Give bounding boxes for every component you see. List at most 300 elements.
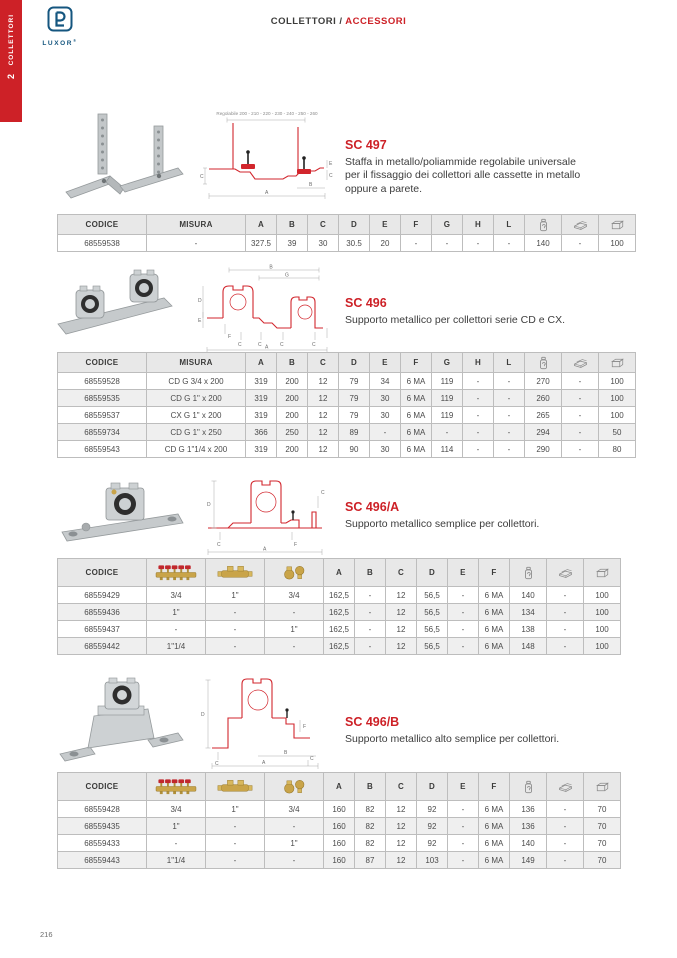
- page-header: [0, 16, 677, 27]
- value-cell: -: [206, 852, 265, 869]
- dim-label: D: [207, 502, 211, 508]
- dim-label: A: [265, 344, 269, 351]
- column-header-d: D: [339, 353, 370, 373]
- value-cell: 34: [370, 373, 401, 390]
- technical-drawing-sc496b: [200, 670, 330, 772]
- value-cell: 12: [308, 424, 339, 441]
- value-cell: 119: [432, 407, 463, 424]
- dim-label: C: [329, 173, 333, 179]
- column-header-f: F: [479, 773, 510, 801]
- value-cell: 162,5: [324, 587, 355, 604]
- brass-fitting-icon: [206, 559, 265, 587]
- column-header-misura: MISURA: [147, 215, 246, 235]
- column-header-l: L: [494, 215, 525, 235]
- section-sc496a: [345, 500, 593, 531]
- dim-label: A: [263, 546, 267, 553]
- column-header-e: E: [448, 559, 479, 587]
- value-cell: 100: [599, 407, 636, 424]
- value-cell: 149: [510, 852, 547, 869]
- code-cell: 68559429: [58, 587, 147, 604]
- weight-grams-icon: [510, 559, 547, 587]
- value-cell: -: [494, 441, 525, 458]
- brand-name: LUXOR®: [42, 38, 78, 48]
- value-cell: -: [448, 818, 479, 835]
- value-cell: -: [494, 424, 525, 441]
- weight-grams-icon: [525, 353, 562, 373]
- value-cell: -: [265, 638, 324, 655]
- value-cell: 89: [339, 424, 370, 441]
- value-cell: -: [463, 407, 494, 424]
- value-cell: -: [547, 638, 584, 655]
- value-cell: -: [355, 604, 386, 621]
- value-cell: -: [448, 638, 479, 655]
- value-cell: 12: [308, 441, 339, 458]
- value-cell: 12: [386, 587, 417, 604]
- product-photo-sc496a: [50, 470, 200, 555]
- product-photo-sc497: [58, 110, 193, 208]
- value-cell: -: [547, 852, 584, 869]
- table-row: [58, 441, 636, 458]
- code-cell: 68559528: [58, 373, 147, 390]
- value-cell: 90: [339, 441, 370, 458]
- value-cell: 1": [147, 818, 206, 835]
- value-cell: -: [401, 235, 432, 252]
- value-cell: CD G 1" x 250: [147, 424, 246, 441]
- value-cell: 366: [246, 424, 277, 441]
- table-row: [58, 424, 636, 441]
- column-header-c: C: [386, 559, 417, 587]
- value-cell: 327.5: [246, 235, 277, 252]
- value-cell: 82: [355, 818, 386, 835]
- column-header-d: D: [417, 559, 448, 587]
- value-cell: -: [494, 373, 525, 390]
- value-cell: 6 MA: [401, 390, 432, 407]
- value-cell: 30.5: [339, 235, 370, 252]
- value-cell: 87: [355, 852, 386, 869]
- header-accent: ACCESSORI: [345, 16, 407, 27]
- value-cell: 79: [339, 373, 370, 390]
- carton-box-icon: [599, 353, 636, 373]
- value-cell: 6 MA: [479, 587, 510, 604]
- column-header-h: H: [463, 215, 494, 235]
- value-cell: CD G 1" x 200: [147, 390, 246, 407]
- value-cell: 56,5: [417, 587, 448, 604]
- value-cell: -: [463, 235, 494, 252]
- value-cell: -: [265, 852, 324, 869]
- value-cell: CX G 1" x 200: [147, 407, 246, 424]
- value-cell: 30: [370, 441, 401, 458]
- value-cell: 6 MA: [479, 818, 510, 835]
- value-cell: -: [463, 424, 494, 441]
- value-cell: 82: [355, 801, 386, 818]
- value-cell: 1": [206, 587, 265, 604]
- value-cell: 119: [432, 390, 463, 407]
- value-cell: -: [562, 424, 599, 441]
- column-header-b: B: [355, 773, 386, 801]
- dim-label: D: [201, 712, 205, 718]
- dim-label: A: [262, 760, 266, 766]
- value-cell: 56,5: [417, 604, 448, 621]
- value-cell: 6 MA: [479, 638, 510, 655]
- code-cell: 68559442: [58, 638, 147, 655]
- weight-grams-icon: [525, 215, 562, 235]
- value-cell: 100: [584, 604, 621, 621]
- technical-drawing-sc497: [197, 106, 337, 208]
- value-cell: -: [562, 407, 599, 424]
- value-cell: 200: [277, 407, 308, 424]
- value-cell: 6 MA: [401, 407, 432, 424]
- value-cell: 162,5: [324, 638, 355, 655]
- value-cell: 12: [308, 373, 339, 390]
- dim-label: C: [217, 542, 221, 548]
- inner-pack-icon: [562, 353, 599, 373]
- table-row: [58, 638, 621, 655]
- value-cell: 6 MA: [479, 621, 510, 638]
- dim-label: E: [329, 161, 333, 167]
- value-cell: 160: [324, 852, 355, 869]
- value-cell: -: [547, 587, 584, 604]
- value-cell: 290: [525, 441, 562, 458]
- dim-label: B: [269, 264, 273, 271]
- code-cell: 68559535: [58, 390, 147, 407]
- value-cell: 1"1/4: [147, 638, 206, 655]
- code-cell: 68559537: [58, 407, 147, 424]
- value-cell: 160: [324, 835, 355, 852]
- product-code-sc496b: SC 496/B: [345, 715, 400, 729]
- dim-label: C: [238, 342, 242, 348]
- value-cell: -: [448, 835, 479, 852]
- product-photo-sc496: [50, 266, 190, 348]
- product-code-sc496: SC 496: [345, 296, 387, 310]
- registered-mark: ®: [73, 38, 78, 43]
- value-cell: 140: [525, 235, 562, 252]
- product-description-sc497: Staffa in metallo/poliammide regolabile universale per il fissaggio dei collettori alle cassette in metallo oppure a parete.: [345, 156, 581, 195]
- value-cell: 6 MA: [479, 801, 510, 818]
- column-header-c: C: [308, 215, 339, 235]
- value-cell: 1": [265, 621, 324, 638]
- value-cell: 100: [599, 390, 636, 407]
- column-header-b: B: [277, 353, 308, 373]
- value-cell: 70: [584, 835, 621, 852]
- value-cell: -: [206, 818, 265, 835]
- value-cell: 162,5: [324, 621, 355, 638]
- value-cell: 56,5: [417, 621, 448, 638]
- technical-drawing-sc496a: [200, 468, 330, 563]
- value-cell: 319: [246, 441, 277, 458]
- value-cell: -: [432, 235, 463, 252]
- value-cell: 200: [277, 390, 308, 407]
- value-cell: -: [355, 638, 386, 655]
- product-description-sc496a: Supporto metallico semplice per collettori.: [345, 518, 540, 530]
- value-cell: 12: [386, 852, 417, 869]
- value-cell: -: [448, 852, 479, 869]
- dim-label: C: [310, 756, 314, 762]
- value-cell: 138: [510, 621, 547, 638]
- value-cell: 79: [339, 407, 370, 424]
- carton-box-icon: [584, 773, 621, 801]
- table-row: [58, 604, 621, 621]
- column-header-d: D: [417, 773, 448, 801]
- spec-table-sc496: [57, 352, 624, 458]
- carton-box-icon: [599, 215, 636, 235]
- chapter-number: 2: [6, 74, 16, 80]
- dim-label: D: [198, 298, 202, 304]
- dim-label: F: [228, 334, 232, 340]
- code-cell: 68559428: [58, 801, 147, 818]
- code-cell: 68559436: [58, 604, 147, 621]
- column-header-e: E: [370, 215, 401, 235]
- table-row: [58, 852, 621, 869]
- column-header-codice: CODICE: [58, 559, 147, 587]
- value-cell: 1": [147, 604, 206, 621]
- value-cell: 92: [417, 818, 448, 835]
- value-cell: 136: [510, 801, 547, 818]
- value-cell: -: [448, 604, 479, 621]
- value-cell: 200: [277, 373, 308, 390]
- dim-label: C: [200, 174, 204, 180]
- value-cell: 1": [206, 801, 265, 818]
- value-cell: -: [206, 835, 265, 852]
- value-cell: 50: [599, 424, 636, 441]
- value-cell: -: [562, 390, 599, 407]
- value-cell: -: [265, 604, 324, 621]
- column-header-a: A: [246, 353, 277, 373]
- value-cell: 79: [339, 390, 370, 407]
- value-cell: 134: [510, 604, 547, 621]
- column-header-f: F: [401, 353, 432, 373]
- column-header-codice: CODICE: [58, 215, 147, 235]
- dim-label: C: [321, 490, 325, 496]
- value-cell: 12: [386, 835, 417, 852]
- value-cell: -: [547, 604, 584, 621]
- value-cell: 140: [510, 835, 547, 852]
- section-sc496: [345, 296, 593, 327]
- spec-table: [57, 352, 636, 458]
- column-header-a: A: [324, 773, 355, 801]
- column-header-l: L: [494, 353, 525, 373]
- column-header-misura: MISURA: [147, 353, 246, 373]
- column-header-c: C: [386, 773, 417, 801]
- value-cell: -: [448, 587, 479, 604]
- spec-table: [57, 214, 636, 252]
- value-cell: -: [494, 235, 525, 252]
- spec-table: [57, 772, 621, 869]
- column-header-codice: CODICE: [58, 353, 147, 373]
- value-cell: 3/4: [147, 801, 206, 818]
- value-cell: 12: [386, 621, 417, 638]
- value-cell: 294: [525, 424, 562, 441]
- chapter-label: COLLETTORI: [7, 14, 15, 66]
- value-cell: 92: [417, 835, 448, 852]
- spec-table-sc496b: [57, 772, 607, 869]
- value-cell: -: [206, 621, 265, 638]
- value-cell: 200: [277, 441, 308, 458]
- value-cell: 39: [277, 235, 308, 252]
- value-cell: -: [463, 390, 494, 407]
- value-cell: 100: [584, 587, 621, 604]
- value-cell: 12: [308, 390, 339, 407]
- value-cell: -: [432, 424, 463, 441]
- value-cell: 100: [584, 621, 621, 638]
- column-header-e: E: [448, 773, 479, 801]
- value-cell: 162,5: [324, 604, 355, 621]
- value-cell: 82: [355, 835, 386, 852]
- brass-fitting-icon: [206, 773, 265, 801]
- value-cell: -: [562, 235, 599, 252]
- table-row: [58, 587, 621, 604]
- value-cell: 100: [599, 373, 636, 390]
- value-cell: -: [206, 638, 265, 655]
- value-cell: 3/4: [265, 801, 324, 818]
- brass-valves-icon: [265, 559, 324, 587]
- column-header-g: G: [432, 215, 463, 235]
- dim-label: F: [294, 542, 298, 548]
- value-cell: 100: [599, 235, 636, 252]
- value-cell: -: [547, 818, 584, 835]
- value-cell: -: [547, 621, 584, 638]
- value-cell: 1"1/4: [147, 852, 206, 869]
- table-row: [58, 390, 636, 407]
- table-row: [58, 801, 621, 818]
- technical-drawing-sc496: [197, 262, 337, 354]
- brass-valves-icon: [265, 773, 324, 801]
- column-header-e: E: [370, 353, 401, 373]
- value-cell: -: [547, 801, 584, 818]
- manifold-red-knobs-icon: [147, 773, 206, 801]
- table-row: [58, 621, 621, 638]
- value-cell: 12: [386, 818, 417, 835]
- code-cell: 68559734: [58, 424, 147, 441]
- value-cell: 56,5: [417, 638, 448, 655]
- column-header-g: G: [432, 353, 463, 373]
- value-cell: 70: [584, 801, 621, 818]
- value-cell: 260: [525, 390, 562, 407]
- table-row: [58, 235, 636, 252]
- column-header-c: C: [308, 353, 339, 373]
- column-header-f: F: [479, 559, 510, 587]
- column-header-f: F: [401, 215, 432, 235]
- value-cell: 270: [525, 373, 562, 390]
- product-description-sc496b: Supporto metallico alto semplice per collettori.: [345, 733, 560, 745]
- column-header-h: H: [463, 353, 494, 373]
- inner-pack-icon: [547, 559, 584, 587]
- product-photo-sc496b: [50, 676, 195, 771]
- value-cell: 160: [324, 801, 355, 818]
- column-header-a: A: [246, 215, 277, 235]
- value-cell: 6 MA: [479, 835, 510, 852]
- dim-label: B: [284, 750, 288, 756]
- code-cell: 68559538: [58, 235, 147, 252]
- value-cell: 6 MA: [401, 424, 432, 441]
- column-header-b: B: [277, 215, 308, 235]
- value-cell: -: [355, 621, 386, 638]
- table-row: [58, 818, 621, 835]
- value-cell: 6 MA: [479, 604, 510, 621]
- value-cell: 92: [417, 801, 448, 818]
- table-row: [58, 835, 621, 852]
- value-cell: 319: [246, 407, 277, 424]
- code-cell: 68559435: [58, 818, 147, 835]
- drawing-note: Regolabile 200 - 210 - 220 - 230 - 240 - 250 - 260: [216, 111, 318, 116]
- code-cell: 68559443: [58, 852, 147, 869]
- value-cell: 12: [386, 801, 417, 818]
- value-cell: 119: [432, 373, 463, 390]
- value-cell: 140: [510, 587, 547, 604]
- value-cell: CD G 1"1/4 x 200: [147, 441, 246, 458]
- dim-label: B: [309, 182, 313, 188]
- dim-label: A: [265, 190, 269, 196]
- carton-box-icon: [584, 559, 621, 587]
- value-cell: 100: [584, 638, 621, 655]
- value-cell: -: [463, 373, 494, 390]
- value-cell: -: [448, 621, 479, 638]
- value-cell: 30: [370, 390, 401, 407]
- value-cell: 6 MA: [479, 852, 510, 869]
- value-cell: 148: [510, 638, 547, 655]
- value-cell: 6 MA: [401, 441, 432, 458]
- dim-label: C: [215, 761, 219, 767]
- product-code-sc496a: SC 496/A: [345, 500, 400, 514]
- inner-pack-icon: [547, 773, 584, 801]
- value-cell: -: [355, 587, 386, 604]
- value-cell: -: [463, 441, 494, 458]
- dim-label: C: [280, 342, 284, 348]
- value-cell: 319: [246, 390, 277, 407]
- value-cell: 30: [370, 407, 401, 424]
- inner-pack-icon: [562, 215, 599, 235]
- value-cell: 70: [584, 852, 621, 869]
- value-cell: -: [147, 235, 246, 252]
- value-cell: -: [206, 604, 265, 621]
- spec-table-sc497: [57, 214, 624, 252]
- value-cell: 20: [370, 235, 401, 252]
- product-code-sc497: SC 497: [345, 138, 387, 152]
- value-cell: -: [494, 390, 525, 407]
- value-cell: 70: [584, 818, 621, 835]
- value-cell: 12: [386, 638, 417, 655]
- value-cell: 1": [265, 835, 324, 852]
- value-cell: -: [370, 424, 401, 441]
- table-row: [58, 407, 636, 424]
- value-cell: 80: [599, 441, 636, 458]
- value-cell: 265: [525, 407, 562, 424]
- dim-label: C: [312, 342, 316, 348]
- value-cell: -: [562, 373, 599, 390]
- code-cell: 68559543: [58, 441, 147, 458]
- value-cell: 6 MA: [401, 373, 432, 390]
- value-cell: 114: [432, 441, 463, 458]
- value-cell: 103: [417, 852, 448, 869]
- column-header-d: D: [339, 215, 370, 235]
- section-sc497: [345, 138, 593, 196]
- value-cell: CD G 3/4 x 200: [147, 373, 246, 390]
- weight-grams-icon: [510, 773, 547, 801]
- value-cell: 250: [277, 424, 308, 441]
- value-cell: -: [265, 818, 324, 835]
- code-cell: 68559433: [58, 835, 147, 852]
- value-cell: 12: [386, 604, 417, 621]
- value-cell: 136: [510, 818, 547, 835]
- header-prefix: COLLETTORI /: [270, 16, 346, 27]
- spec-table: [57, 558, 621, 655]
- table-row: [58, 373, 636, 390]
- manifold-red-knobs-icon: [147, 559, 206, 587]
- value-cell: -: [448, 801, 479, 818]
- dim-label: G: [285, 272, 289, 279]
- column-header-codice: CODICE: [58, 773, 147, 801]
- value-cell: -: [562, 441, 599, 458]
- value-cell: 3/4: [265, 587, 324, 604]
